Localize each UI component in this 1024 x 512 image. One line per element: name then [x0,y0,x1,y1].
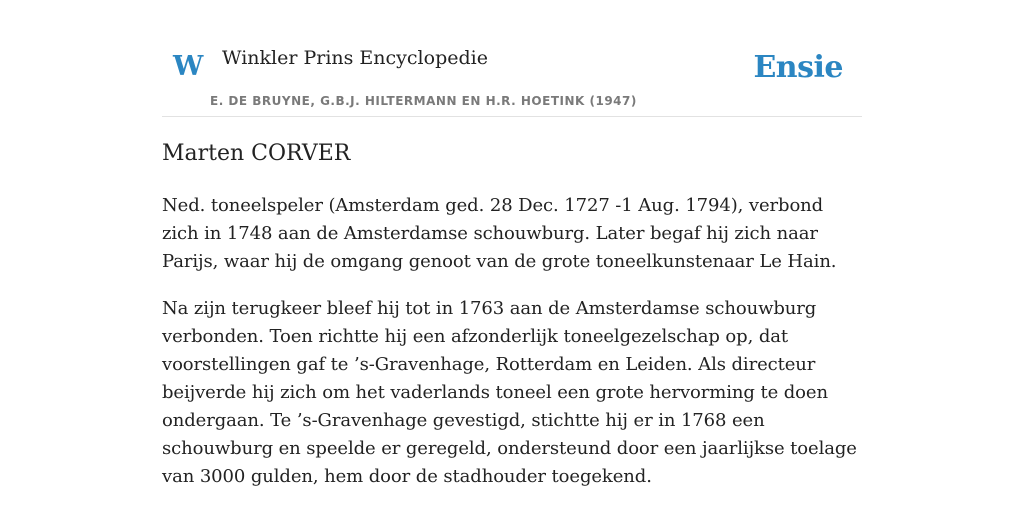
ensie-brand-logo[interactable]: Ensie [753,50,843,85]
article-paragraph: Ned. toneelspeler (Amsterdam ged. 28 Dec. 1727 -1 Aug. 1794), verbond zich in 1748 aan de Amsterdamse schouwburg. Later begaf hij zich naar Parijs, waar hij de omgang genoot van de grote toneelkunstenaar Le Hain. [162,195,837,272]
authors-line: E. DE BRUYNE, G.B.J. HILTERMANN EN H.R. HOETINK (1947) [210,94,637,108]
encyclopedia-logo[interactable]: W [173,51,204,82]
article-paragraph: Na zijn terugkeer bleef hij tot in 1763 aan de Amsterdamse schouwburg verbonden. Toen richtte hij een afzonderlijk toneelgezelschap op, dat voorstellingen gaf te ’s-Gravenhage, Rotterdam en Leiden. Als directeur beijverde hij zich om het vaderlands toneel een grote hervorming te doen ondergaan. Te ’s-Gravenhage gevestigd, stichtte hij er in 1768 een schouwburg en speelde er geregeld, ondersteund door een jaarlijkse toelage van 3000 gulden, hem door de stadhouder toegekend. [162,298,857,487]
article-title: Marten CORVER [162,141,351,166]
header [162,0,862,117]
site-title[interactable]: Winkler Prins Encyclopedie [222,47,488,69]
page-container [162,0,862,487]
